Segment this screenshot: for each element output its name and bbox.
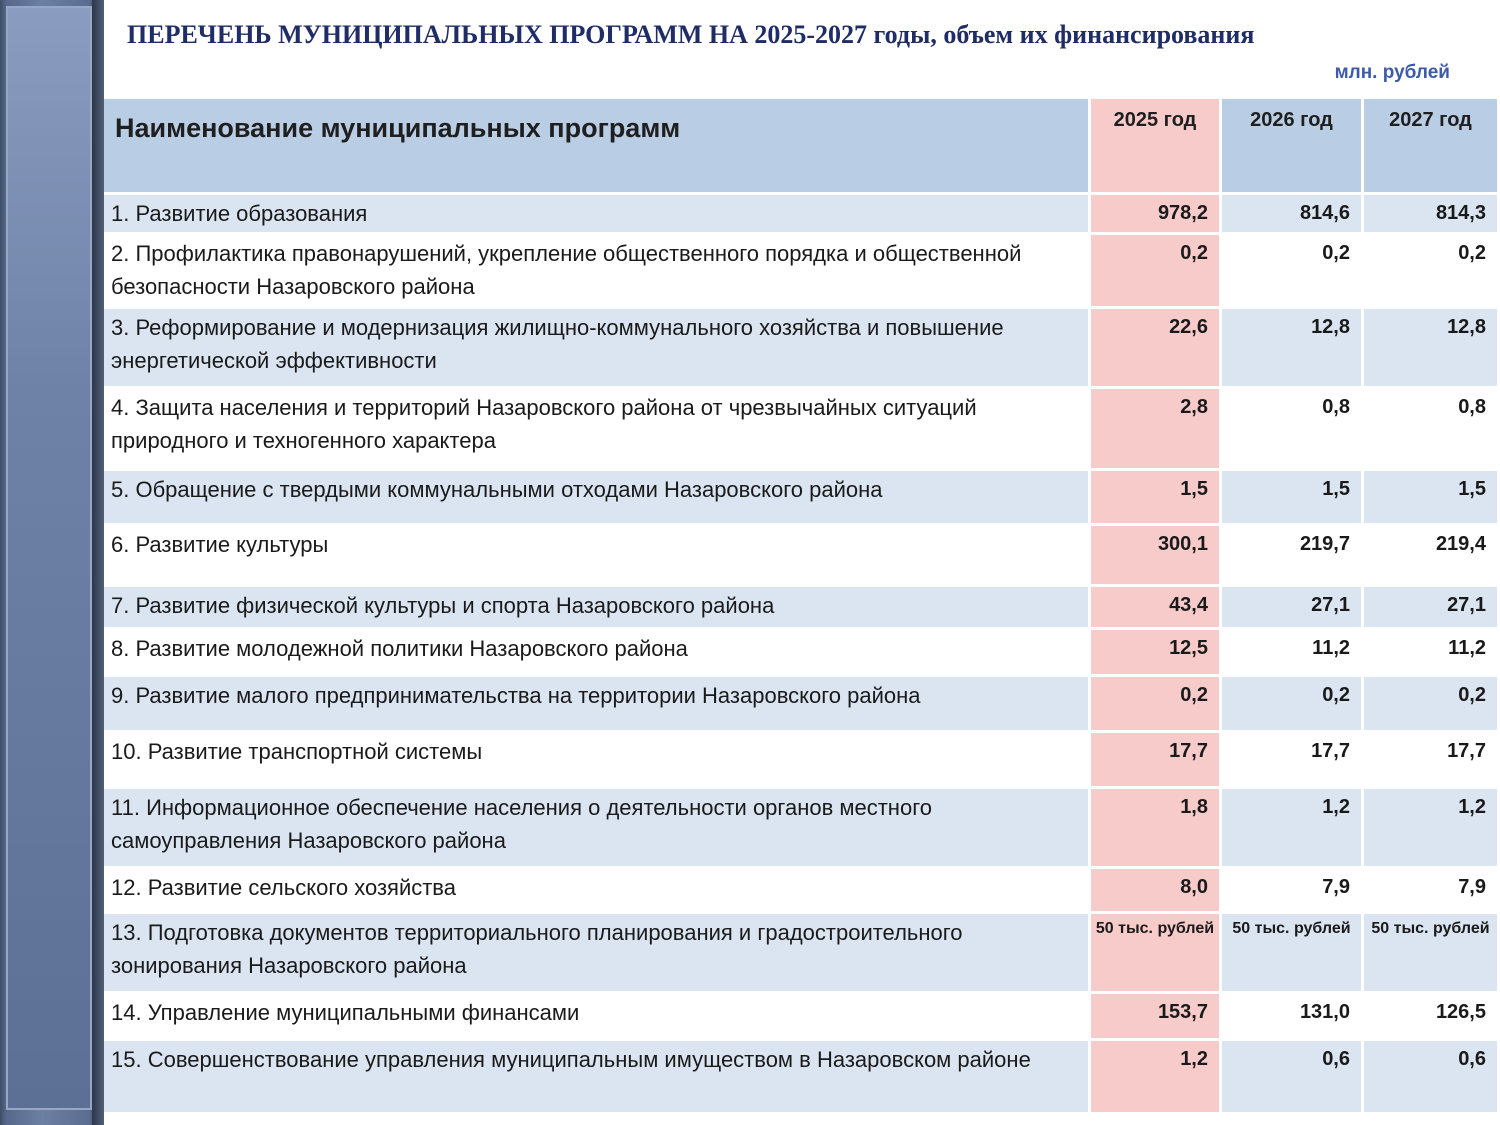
value-2027: 7,9 xyxy=(1364,869,1500,914)
program-name: 8. Развитие молодежной политики Назаровского района xyxy=(104,630,1091,677)
side-bar-panel xyxy=(6,6,92,1110)
value-2026: 17,7 xyxy=(1222,733,1364,789)
value-2026: 0,8 xyxy=(1222,389,1364,471)
value-2025: 1,2 xyxy=(1091,1041,1222,1115)
header-program-name: Наименование муниципальных программ xyxy=(104,99,1091,195)
program-name: 1. Развитие образования xyxy=(104,195,1091,235)
table-row xyxy=(104,914,1500,994)
value-2026: 219,7 xyxy=(1222,526,1364,587)
table-row xyxy=(104,789,1500,869)
value-2027: 219,4 xyxy=(1364,526,1500,587)
table-row xyxy=(104,630,1500,677)
value-2026: 0,2 xyxy=(1222,235,1364,309)
value-2027: 17,7 xyxy=(1364,733,1500,789)
value-2026: 0,6 xyxy=(1222,1041,1364,1115)
value-2025: 43,4 xyxy=(1091,587,1222,630)
value-2027: 0,2 xyxy=(1364,235,1500,309)
program-name: 14. Управление муниципальными финансами xyxy=(104,994,1091,1041)
value-2025: 1,5 xyxy=(1091,471,1222,526)
value-2025: 300,1 xyxy=(1091,526,1222,587)
table-row xyxy=(104,235,1500,309)
program-name: 9. Развитие малого предпринимательства на территории Назаровского района xyxy=(104,677,1091,733)
value-2026: 131,0 xyxy=(1222,994,1364,1041)
header-2025: 2025 год xyxy=(1091,99,1222,195)
value-2026: 1,5 xyxy=(1222,471,1364,526)
value-2025: 2,8 xyxy=(1091,389,1222,471)
program-name: 13. Подготовка документов территориального планирования и градостроительного зонирования Назаровского района xyxy=(104,914,1091,994)
value-2026: 7,9 xyxy=(1222,869,1364,914)
programs-table xyxy=(104,99,1500,1115)
table-row xyxy=(104,471,1500,526)
table-row xyxy=(104,1041,1500,1115)
value-2026: 1,2 xyxy=(1222,789,1364,869)
table-row xyxy=(104,309,1500,389)
value-2027: 27,1 xyxy=(1364,587,1500,630)
value-2025: 1,8 xyxy=(1091,789,1222,869)
value-2026: 50 тыс. рублей xyxy=(1222,914,1364,994)
value-2026: 0,2 xyxy=(1222,677,1364,733)
table-header-row xyxy=(104,99,1500,195)
decorative-side-bar xyxy=(0,0,104,1125)
value-2027: 1,5 xyxy=(1364,471,1500,526)
program-name: 12. Развитие сельского хозяйства xyxy=(104,869,1091,914)
value-2025: 22,6 xyxy=(1091,309,1222,389)
side-bar-shadow xyxy=(92,0,104,1125)
header-2026: 2026 год xyxy=(1222,99,1364,195)
table-row xyxy=(104,587,1500,630)
value-2027: 0,8 xyxy=(1364,389,1500,471)
value-2027: 11,2 xyxy=(1364,630,1500,677)
value-2026: 27,1 xyxy=(1222,587,1364,630)
table-row xyxy=(104,389,1500,471)
value-2027: 814,3 xyxy=(1364,195,1500,235)
header-2027: 2027 год xyxy=(1364,99,1500,195)
program-name: 11. Информационное обеспечение населения о деятельности органов местного самоуправления Назаровского района xyxy=(104,789,1091,869)
table-row xyxy=(104,869,1500,914)
program-name: 2. Профилактика правонарушений, укрепление общественного порядка и общественной безопасности Назаровского района xyxy=(104,235,1091,309)
unit-label: млн. рублей xyxy=(1334,62,1450,83)
program-name: 10. Развитие транспортной системы xyxy=(104,733,1091,789)
value-2026: 11,2 xyxy=(1222,630,1364,677)
table-row xyxy=(104,526,1500,587)
value-2026: 12,8 xyxy=(1222,309,1364,389)
program-name: 5. Обращение с твердыми коммунальными отходами Назаровского района xyxy=(104,471,1091,526)
page-title: ПЕРЕЧЕНЬ МУНИЦИПАЛЬНЫХ ПРОГРАММ НА 2025-2027 годы, объем их финансирования xyxy=(127,20,1255,49)
value-2027: 126,5 xyxy=(1364,994,1500,1041)
value-2025: 0,2 xyxy=(1091,235,1222,309)
value-2025: 0,2 xyxy=(1091,677,1222,733)
value-2026: 814,6 xyxy=(1222,195,1364,235)
program-name: 3. Реформирование и модернизация жилищно-коммунального хозяйства и повышение энергетической эффективности xyxy=(104,309,1091,389)
value-2027: 12,8 xyxy=(1364,309,1500,389)
value-2025: 978,2 xyxy=(1091,195,1222,235)
value-2027: 0,2 xyxy=(1364,677,1500,733)
value-2027: 0,6 xyxy=(1364,1041,1500,1115)
value-2025: 17,7 xyxy=(1091,733,1222,789)
program-name: 4. Защита населения и территорий Назаровского района от чрезвычайных ситуаций природного и техногенного характера xyxy=(104,389,1091,471)
program-name: 15. Совершенствование управления муниципальным имуществом в Назаровском районе xyxy=(104,1041,1091,1115)
program-name: 7. Развитие физической культуры и спорта Назаровского района xyxy=(104,587,1091,630)
value-2027: 1,2 xyxy=(1364,789,1500,869)
value-2025: 8,0 xyxy=(1091,869,1222,914)
table-row xyxy=(104,733,1500,789)
value-2025: 50 тыс. рублей xyxy=(1091,914,1222,994)
table-row xyxy=(104,195,1500,235)
table-row xyxy=(104,677,1500,733)
value-2025: 153,7 xyxy=(1091,994,1222,1041)
program-name: 6. Развитие культуры xyxy=(104,526,1091,587)
table-row xyxy=(104,994,1500,1041)
value-2025: 12,5 xyxy=(1091,630,1222,677)
value-2027: 50 тыс. рублей xyxy=(1364,914,1500,994)
